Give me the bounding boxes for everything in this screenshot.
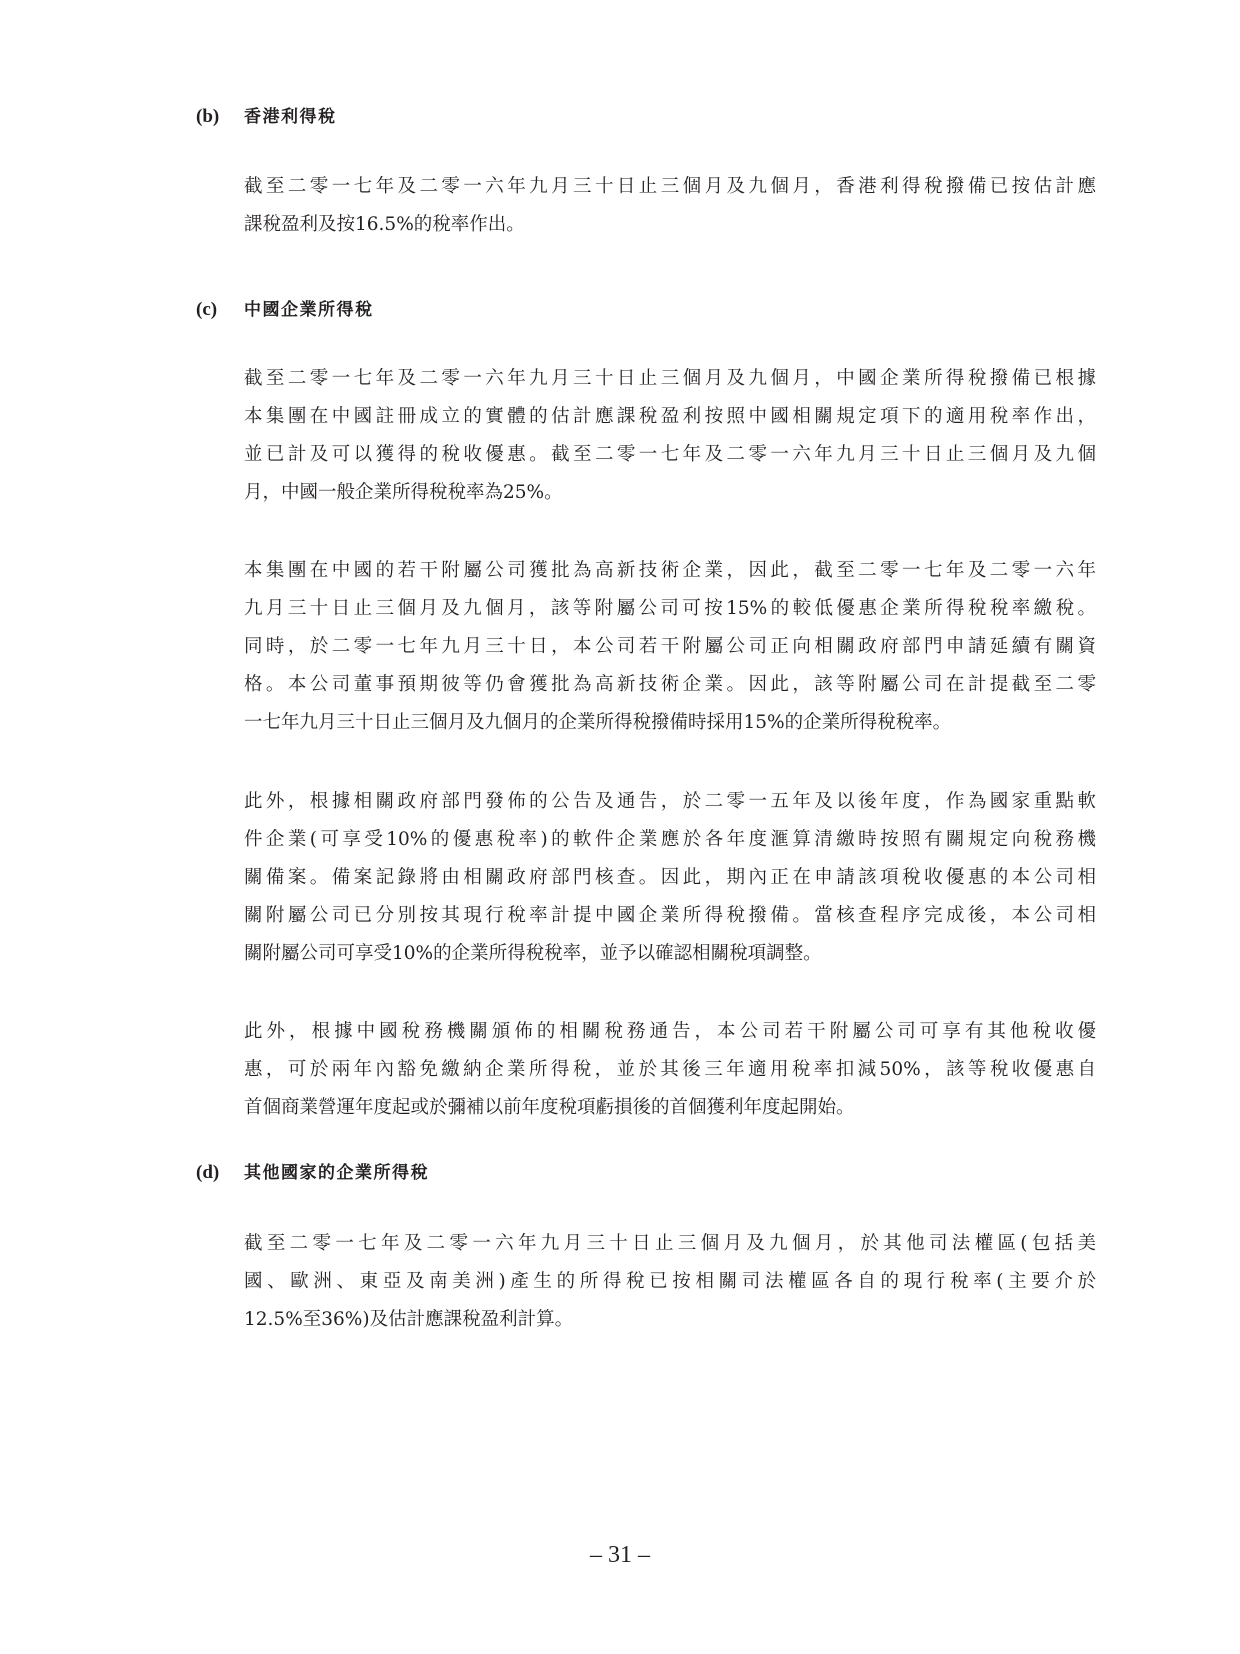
paragraph-line: 格。本公司董事預期彼等仍會獲批為高新技術企業。因此，該等附屬公司在計提截至二零 [244,674,1096,695]
section-c-paragraph-3 [244,783,1096,973]
paragraph-line: 截至二零一七年及二零一六年九月三十日止三個月及九個月，香港利得稅撥備已按估計應 [244,176,1096,197]
paragraph-line: 課稅盈利及按16.5%的稅率作出。 [244,214,525,235]
paragraph-line: 件企業(可享受10%的優惠稅率)的軟件企業應於各年度滙算清繳時按照有關規定向稅務機 [244,829,1096,850]
section-b-heading [196,104,337,130]
paragraph-line: 截至二零一七年及二零一六年九月三十日止三個月及九個月，於其他司法權區(包括美 [244,1233,1096,1254]
section-c-paragraph-2 [244,552,1096,742]
paragraph-line: 關附屬公司已分別按其現行稅率計提中國企業所得稅撥備。當核查程序完成後，本公司相 [244,905,1096,926]
page-number: – 31 – [590,1542,650,1568]
paragraph-line: 惠，可於兩年內豁免繳納企業所得稅，並於其後三年適用稅率扣減50%，該等稅收優惠自 [244,1059,1096,1080]
paragraph-line: 本集團在中國註冊成立的實體的估計應課稅盈利按照中國相關規定項下的適用稅率作出， [244,406,1096,427]
paragraph-line: 一七年九月三十日止三個月及九個月的企業所得稅撥備時採用15%的企業所得稅稅率。 [244,712,952,733]
paragraph-line: 首個商業營運年度起或於彌補以前年度稅項虧損後的首個獲利年度起開始。 [244,1097,855,1118]
paragraph-line: 截至二零一七年及二零一六年九月三十日止三個月及九個月，中國企業所得稅撥備已根據 [244,368,1096,389]
section-d-paragraph-1 [244,1225,1096,1339]
section-c-paragraph-1 [244,360,1096,512]
paragraph-line: 12.5%至36%)及估計應課稅盈利計算。 [244,1309,574,1330]
section-c-paragraph-4 [244,1013,1096,1127]
paragraph-line: 月，中國一般企業所得稅稅率為25%。 [244,482,563,503]
section-d-letter: (d) [196,1162,220,1183]
section-d-title: 其他國家的企業所得稅 [244,1163,429,1183]
paragraph-line: 同時，於二零一七年九月三十日，本公司若干附屬公司正向相關政府部門申請延續有關資 [244,636,1096,657]
paragraph-line: 關附屬公司可享受10%的企業所得稅稅率，並予以確認相關稅項調整。 [244,943,822,964]
section-b-letter: (b) [196,106,220,127]
paragraph-line: 此外，根據相關政府部門發佈的公告及通告，於二零一五年及以後年度，作為國家重點軟 [244,791,1096,812]
section-d-heading [196,1160,429,1186]
paragraph-line: 關備案。備案記錄將由相關政府部門核查。因此，期內正在申請該項稅收優惠的本公司相 [244,867,1096,888]
section-c-letter: (c) [196,299,218,320]
section-b-paragraph-1 [244,168,1096,244]
section-c-heading [196,297,374,323]
paragraph-line: 本集團在中國的若干附屬公司獲批為高新技術企業，因此，截至二零一七年及二零一六年 [244,560,1096,581]
section-c-title: 中國企業所得稅 [244,300,374,320]
section-b-title: 香港利得稅 [244,107,337,127]
paragraph-line: 此外，根據中國稅務機關頒佈的相關稅務通告，本公司若干附屬公司可享有其他稅收優 [244,1021,1096,1042]
paragraph-line: 九月三十日止三個月及九個月，該等附屬公司可按15%的較低優惠企業所得稅稅率繳稅。 [244,598,1096,619]
paragraph-line: 並已計及可以獲得的稅收優惠。截至二零一七年及二零一六年九月三十日止三個月及九個 [244,444,1096,465]
paragraph-line: 國、歐洲、東亞及南美洲)產生的所得稅已按相關司法權區各自的現行稅率(主要介於 [244,1271,1096,1292]
